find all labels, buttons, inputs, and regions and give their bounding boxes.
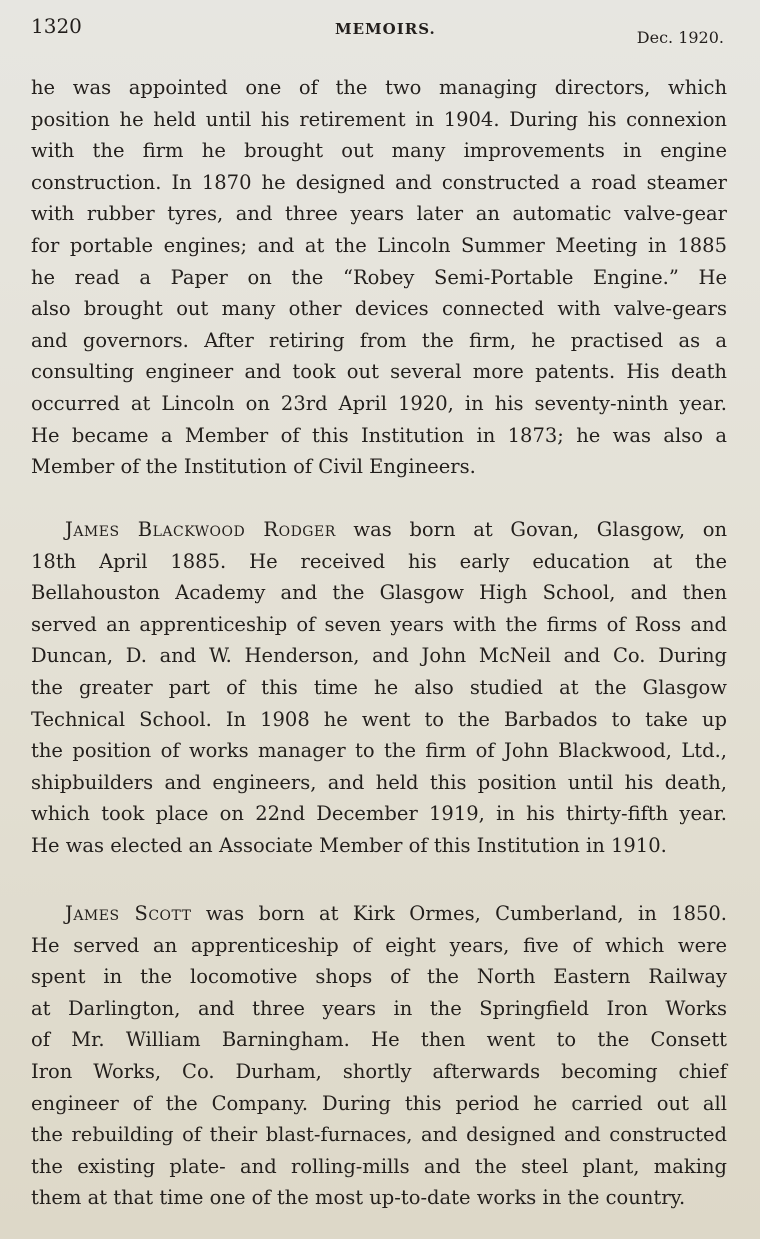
memoir-paragraph-rodger (31, 514, 727, 862)
memoir-subject-name: James Scott (65, 902, 192, 925)
text-line: He was elected an Associate Member of this Institution in 1910. (31, 833, 667, 857)
text-line: also brought out many other devices connected with valve-gears (31, 297, 727, 321)
line-text: was born at Govan, Glasgow, on (335, 518, 727, 541)
text-line: of Mr. William Barningham. He then went to the Consett (31, 1028, 727, 1052)
text-line: consulting engineer and took out several more patents. His death (31, 360, 727, 384)
text-line: he was appointed one of the two managing directors, which (31, 76, 727, 99)
text-line: Iron Works, Co. Durham, shortly afterwards becoming chief (31, 1059, 727, 1083)
text-line: at Darlington, and three years in the Springfield Iron Works (31, 996, 727, 1020)
running-title: MEMOIRS. (335, 20, 436, 38)
text-line (31, 514, 727, 546)
text-line: the existing plate- and rolling-mills and the steel plant, making (31, 1154, 727, 1178)
text-line: position he held until his retirement in 1904. During his connexion (31, 107, 727, 131)
text-line: and governors. After retiring from the firm, he practised as a (31, 328, 727, 352)
memoir-subject-name: James Blackwood Rodger (65, 518, 336, 541)
text-line: them at that time one of the most up-to-date works in the country. (31, 1186, 686, 1210)
text-line (31, 898, 727, 930)
text-line: He became a Member of this Institution in 1873; he was also a (31, 423, 727, 447)
text-line: with the firm he brought out many improvements in engine (31, 139, 727, 163)
text-line: Bellahouston Academy and the Glasgow High School, and then (31, 581, 727, 605)
text-line: the greater part of this time he also studied at the Glasgow (31, 675, 727, 699)
memoir-paragraph-scott (31, 898, 727, 1214)
text-line: construction. In 1870 he designed and constructed a road steamer (31, 170, 727, 194)
text-line: the rebuilding of their blast-furnaces, and designed and constructed (31, 1123, 727, 1147)
running-date: Dec. 1920. (636, 28, 724, 47)
text-line: Technical School. In 1908 he went to the Barbados to take up (31, 707, 727, 731)
text-line: spent in the locomotive shops of the North Eastern Railway (31, 965, 727, 989)
page-number: 1320 (31, 14, 82, 38)
text-line: Member of the Institution of Civil Engineers. (31, 455, 476, 479)
line-text: was born at Kirk Ormes, Cumberland, in 1850. (191, 902, 727, 925)
text-line: He served an apprenticeship of eight years, five of which were (31, 933, 727, 957)
text-line: the position of works manager to the firm of John Blackwood, Ltd., (31, 739, 727, 763)
text-line: occurred at Lincoln on 23rd April 1920, in his seventy-ninth year. (31, 391, 727, 415)
text-line: engineer of the Company. During this period he carried out all (31, 1091, 727, 1115)
text-line: served an apprenticeship of seven years with the firms of Ross and (31, 612, 727, 636)
memoir-paragraph-continued (31, 72, 727, 483)
text-line: which took place on 22nd December 1919, in his thirty-fifth year. (31, 802, 727, 826)
text-line: Duncan, D. and W. Henderson, and John McNeil and Co. During (31, 644, 727, 668)
text-line: shipbuilders and engineers, and held this position until his death, (31, 770, 727, 794)
text-line: he read a Paper on the “Robey Semi-Portable Engine.” He (31, 265, 727, 289)
text-line: with rubber tyres, and three years later an automatic valve-gear (31, 202, 727, 226)
text-line: 18th April 1885. He received his early education at the (31, 549, 727, 573)
text-line: for portable engines; and at the Lincoln Summer Meeting in 1885 (31, 233, 727, 257)
